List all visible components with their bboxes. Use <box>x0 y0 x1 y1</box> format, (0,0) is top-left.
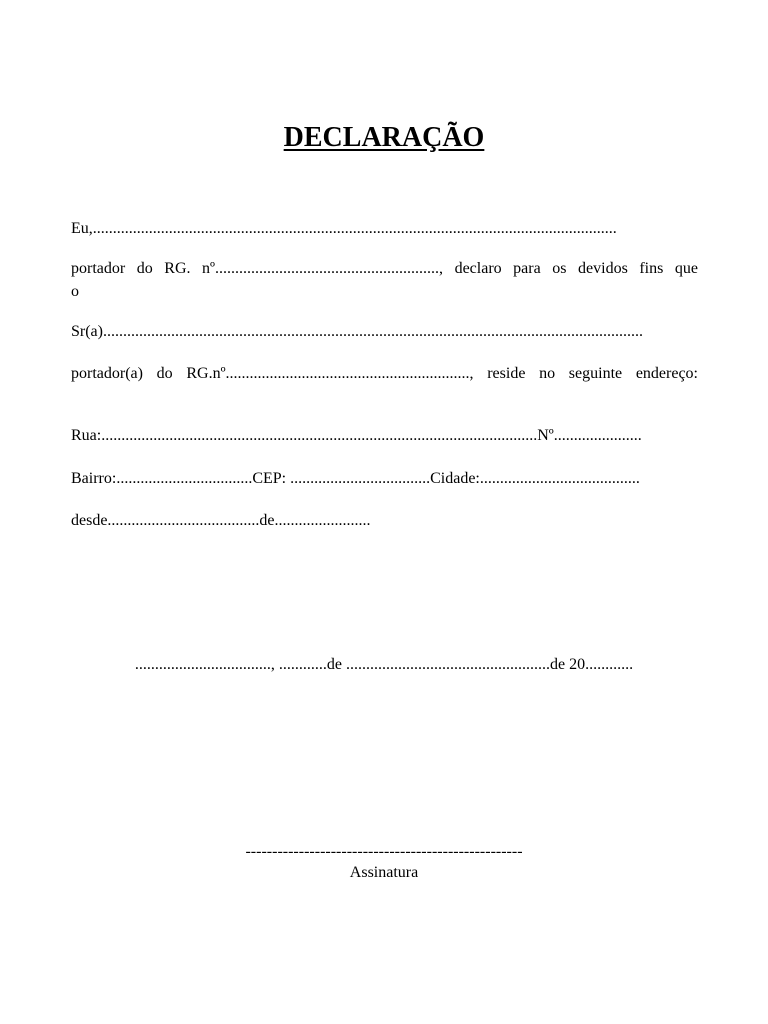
sr-name-line: Sr(a)....................................................................................................................................... <box>71 323 643 340</box>
signature-line: ---------------------------------------------------- <box>245 843 523 860</box>
street-line: Rua:.............................................................................................................Nº...................... <box>71 427 642 444</box>
rg-declaration-line: portador do RG. nº........................................................, declaro para os devidos fins que <box>71 260 698 277</box>
signature-label: Assinatura <box>349 864 419 881</box>
neighborhood-cep-city-line: Bairro:..................................CEP: ...................................Cidade:........................................ <box>71 470 640 487</box>
rg-declaration-continuation: o <box>71 283 79 300</box>
document-title: DECLARAÇÃO <box>283 122 485 153</box>
date-line: .................................., ............de ...................................................de 20............ <box>134 656 634 673</box>
name-line: Eu,................................................................................................................................... <box>71 220 617 237</box>
rg-address-line: portador(a) do RG.nº............................................................., reside no seguinte endereço: <box>71 365 698 382</box>
since-line: desde......................................de........................ <box>71 512 371 529</box>
